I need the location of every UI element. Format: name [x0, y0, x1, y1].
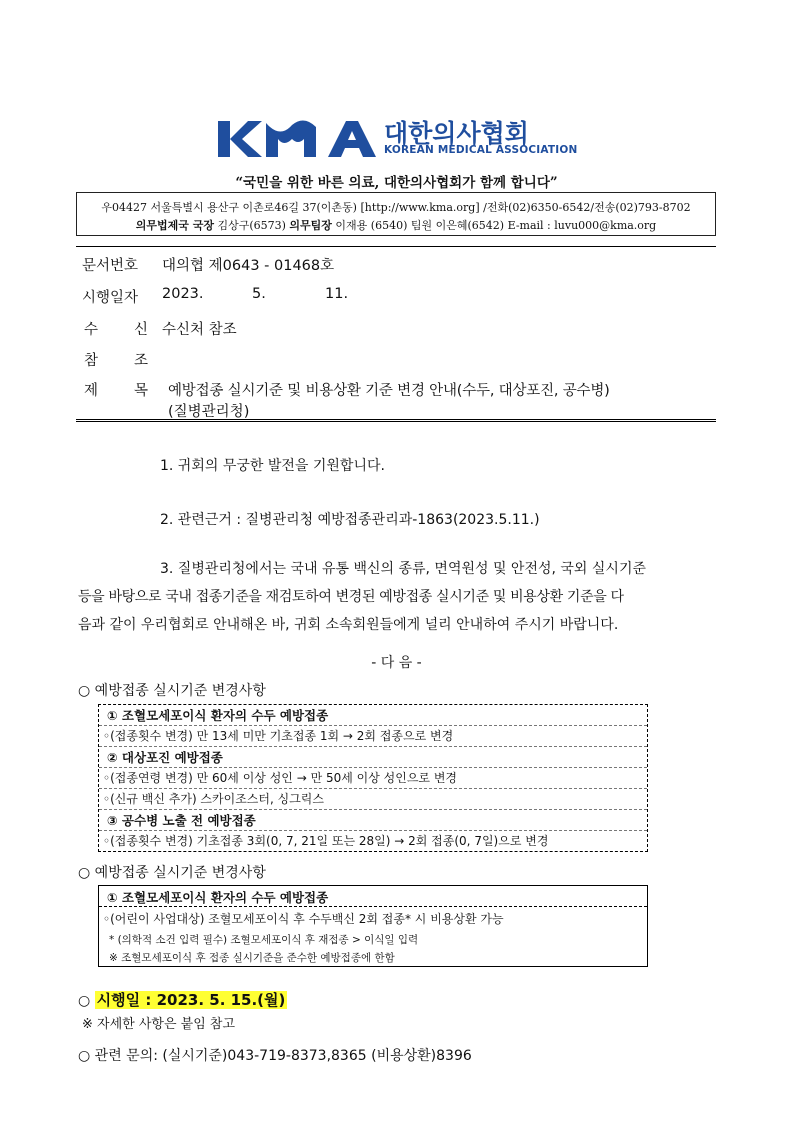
section-1-item-divider [99, 767, 647, 768]
org-name-english: KOREAN MEDICAL ASSOCIATION [384, 144, 578, 156]
section-1-item-divider [99, 788, 647, 789]
subject-label-2: 목 [134, 383, 149, 399]
date-year: 2023. [162, 286, 204, 302]
contact-role-2: 의무팀장 [289, 219, 332, 232]
dadum-heading: - 다 음 - [371, 655, 422, 671]
section-1-item: ◦(접종횟수 변경) 기초접종 3회(0, 7, 21일 또는 28일) → 2회 접종(0, 7일)으로 변경 [103, 834, 549, 848]
section-1-item: ① 조혈모세포이식 환자의 수두 예방접종 [107, 708, 329, 723]
ref-label-2: 조 [134, 353, 149, 369]
section-1-item-divider [99, 830, 647, 831]
contact-rest: 이재용 (6540) 팀원 이은혜(6542) E-mail : luvu000@kma.org [331, 219, 657, 232]
org-name-korean: 대한의사협회 [384, 119, 529, 148]
paragraph-3-line-1: 3. 질병관리청에서는 국내 유통 백신의 종류, 면역원성 및 안전성, 국외 실시기준 [160, 561, 647, 577]
paragraph-3-line-2: 등을 바탕으로 국내 접종기준을 재검토하여 변경된 예방접종 실시기준 및 비용상환 기준을 다 [78, 589, 624, 605]
inquiry-contact: ○ 관련 문의: (실시기준)043-719-8373,8365 (비용상환)8396 [78, 1048, 472, 1064]
section-1-item: ② 대상포진 예방접종 [107, 750, 223, 765]
section-1-item: ③ 공수병 노출 전 예방접종 [107, 813, 256, 828]
effective-date [78, 989, 287, 1010]
paragraph-1: 1. 귀회의 무궁한 발전을 기원합니다. [160, 458, 385, 474]
date-month: 5. [252, 286, 266, 302]
contact-address: 우04427 서울특별시 용산구 이촌로46길 37(이촌동) [http://www.kma.org] /전화(02)6350-6542/전송(02)793-8702 [101, 201, 691, 214]
section-1-item: ◦(신규 백신 추가) 스카이조스터, 싱그릭스 [103, 792, 324, 806]
to-label-2: 신 [134, 322, 149, 338]
ref-label-1: 참 [84, 353, 99, 369]
section-1-item-divider [99, 809, 647, 810]
doc-no-label: 문서번호 [82, 258, 139, 274]
section-1-item: ◦(접종연령 변경) 만 60세 이상 성인 → 만 50세 이상 성인으로 변경 [103, 771, 458, 785]
paragraph-3-line-3: 음과 같이 우리협회로 안내해온 바, 귀회 소속회원들에게 널리 안내하여 주시기 바랍니다. [78, 617, 619, 633]
section-1-item-divider [99, 725, 647, 726]
date-label: 시행일자 [82, 290, 139, 306]
section-2-note-1: * (의학적 소건 입력 필수) 조혈모세포이식 후 재접종 > 이식일 입력 [109, 934, 419, 946]
doc-no: 대의협 제0643 - 01468호 [162, 258, 335, 274]
section-2-title: ○ 예방접종 실시기준 변경사항 [78, 865, 266, 881]
section-1-item: ◦(접종횟수 변경) 만 13세 미만 기초접종 1회 → 2회 접종으로 변경 [103, 729, 454, 743]
contact-name-1: 김상구(6573) [213, 219, 290, 232]
effective-bullet: ○ [78, 993, 95, 1009]
section-1-item-divider [99, 746, 647, 747]
subject-line-2: (질병관리청) [168, 404, 250, 420]
to-label-1: 수 [84, 322, 99, 338]
slogan: “국민을 위한 바른 의료, 대한의사협회가 함께 합니다” [235, 175, 558, 191]
paragraph-2: 2. 관련근거 : 질병관리청 예방접종관리과-1863(2023.5.11.) [160, 512, 540, 528]
section-2-box [98, 885, 648, 967]
contact-role-1: 의무법제국 국장 [135, 219, 214, 232]
header-top-rule [76, 246, 716, 247]
recipient: 수신처 참조 [162, 322, 237, 338]
header-bottom-rule [76, 419, 716, 422]
section-2-line-1: ◦(어린이 사업대상) 조혈모세포이식 후 수두백신 2회 접종* 시 비용상환 가능 [103, 912, 504, 926]
section-1-box [98, 704, 648, 852]
section-2-heading: ① 조혈모세포이식 환자의 수두 예방접종 [107, 890, 329, 905]
contact-box [76, 192, 716, 236]
kma-logo-icon [218, 117, 378, 161]
effective-date-label: 시행일 : 2023. 5. 15.(월) [96, 991, 286, 1009]
section-2-note-2: ※ 조혈모세포이식 후 접종 실시기준을 준수한 예방접종에 한함 [109, 952, 395, 964]
section-1-title: ○ 예방접종 실시기준 변경사항 [78, 683, 266, 699]
subject-line-1: 예방접종 실시기준 및 비용상환 기준 변경 안내(수두, 대상포진, 공수병) [168, 383, 610, 399]
section-2-divider [99, 906, 647, 907]
subject-label-1: 제 [84, 383, 99, 399]
date-day: 11. [325, 286, 349, 302]
effective-note: ※ 자세한 사항은 붙임 참고 [82, 1017, 236, 1032]
contact-staff [77, 217, 715, 233]
